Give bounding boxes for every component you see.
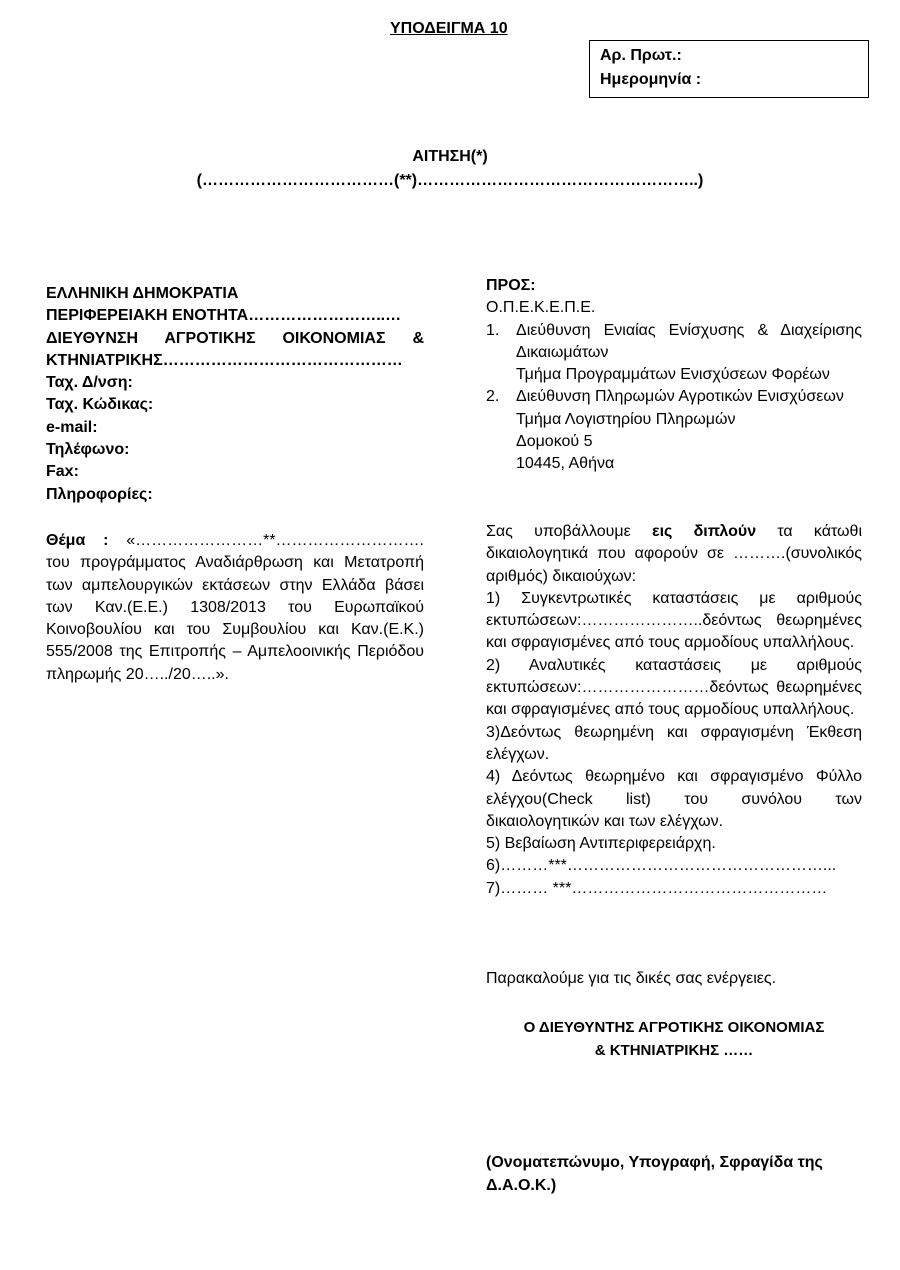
subject-label: Θέμα :: [46, 532, 109, 549]
body-intro-bold: εις διπλούν: [652, 523, 757, 540]
recipient-item-1: [486, 320, 862, 387]
sender-directorate-cont: ΚΤΗΝΙΑΤΡΙΚΗΣ………………………………………: [46, 351, 403, 369]
document-item-4: 4) Δεόντως θεωρημένο και σφραγισμένο Φύλλο ελέγχου(Check list) του συνόλου των δικαιολογητικών και των ελέγχων.: [486, 768, 862, 830]
fax-label: Fax:: [46, 463, 79, 481]
date-label: Ημερομηνία :: [600, 71, 702, 88]
document-item-3: 3)Δεόντως θεωρημένη και σφραγισμένη Έκθεση ελέγχων.: [486, 723, 862, 763]
sender-region: ΠΕΡΙΦΕΡΕΙΑΚΗ ΕΝΟΤΗΤΑ……………………..…: [46, 307, 402, 325]
protocol-number-label: Αρ. Πρωτ.:: [600, 47, 682, 64]
document-item-2: 2) Αναλυτικές καταστάσεις με αριθμούς εκτυπώσεων:……………………δεόντως θεωρημένες και σφραγισμένες από τους αρμοδίους υπαλλήλους.: [486, 656, 862, 719]
subject-block: [46, 530, 424, 686]
sender-block: [46, 283, 424, 506]
email-label: e-mail:: [46, 418, 98, 436]
application-title: ΑΙΤΗΣΗ(*): [412, 148, 488, 165]
info-label: Πληροφορίες:: [46, 485, 153, 503]
recipient-item-1-line1: Διεύθυνση Ενιαίας Ενίσχυσης & Διαχείρισης Δικαιωμάτων: [516, 321, 862, 361]
body-text: [486, 521, 862, 900]
recipient-item-1-line2: Τμήμα Προγραμμάτων Ενισχύσεων Φορέων: [516, 366, 830, 384]
director-title: [486, 1017, 862, 1062]
recipient-org: Ο.Π.Ε.Κ.Ε.Π.Ε.: [486, 299, 596, 317]
recipient-item-2: [486, 386, 862, 475]
director-title-line2: & ΚΤΗΝΙΑΤΡΙΚΗΣ ……: [594, 1041, 754, 1059]
subject-text: «……………………**………………………. του προγράμματος Αναδιάρθρωση και Μετατροπή των αμπελουργικών εκτάσεων στην Ελλάδα βάσει των Καν.(Ε.Ε.) 1308/2013 του Ευρωπαϊκού Κοινοβουλίου και του Συμβουλίου και Καν.(Ε.Κ.) 555/2008 της Επιτροπής – Αμπελοοινικής Περιόδου πληρωμής 20…../20…..».: [46, 532, 424, 683]
recipient-block: [486, 275, 862, 476]
closing-request: Παρακαλούμε για τις δικές σας ενέργειες.: [486, 970, 777, 987]
document-item-6: 6)………***…………………………………………...: [486, 857, 837, 875]
recipient-label: ΠΡΟΣ:: [486, 277, 536, 294]
body-intro-b: τα κάτωθι δικαιολογητικά που αφορούν σε ……….(συνολικός αριθμός) δικαιούχων:: [486, 523, 863, 585]
protocol-box: [589, 40, 869, 98]
phone-label: Τηλέφωνο:: [46, 441, 130, 459]
sender-directorate: ΔΙΕΥΘΥΝΣΗ ΑΓΡΟΤΙΚΗΣ ΟΙΚΟΝΟΜΙΑΣ &: [46, 329, 424, 347]
sender-country: ΕΛΛΗΝΙΚΗ ΔΗΜΟΚΡΑΤΙΑ: [46, 285, 239, 302]
director-title-line1: Ο ΔΙΕΥΘΥΝΤΗΣ ΑΓΡΟΤΙΚΗΣ ΟΙΚΟΝΟΜΙΑΣ: [523, 1019, 825, 1036]
document-item-1: 1) Συγκεντρωτικές καταστάσεις με αριθμούς εκτυπώσεων:…………………..δεόντως θεωρημένες και σφραγισμένες από τους αρμοδίους υπαλλήλους.: [486, 589, 862, 652]
recipient-item-2-line3: Δομοκού 5: [516, 433, 593, 451]
recipient-item-2-line2: Τμήμα Λογιστηρίου Πληρωμών: [516, 410, 736, 428]
signature-note: (Ονοματεπώνυμο, Υπογραφή, Σφραγίδα της Δ.Α.Ο.Κ.): [486, 1154, 823, 1194]
application-subtitle: (………………………………(**)……………………………………………..): [196, 172, 704, 189]
recipient-item-2-number: 2.: [486, 388, 500, 406]
postcode-label: Ταχ. Κώδικας:: [46, 396, 154, 414]
body-intro: [486, 521, 862, 588]
model-title: ΥΠΟΔΕΙΓΜΑ 10: [390, 20, 508, 37]
recipient-item-1-number: 1.: [486, 321, 500, 339]
document-item-7: 7)……… ***…………………………………………: [486, 879, 828, 897]
body-intro-a: Σας υποβάλλουμε: [486, 523, 652, 540]
address-label: Ταχ. Δ/νση:: [46, 374, 133, 392]
recipient-item-2-line4: 10445, Αθήνα: [516, 455, 615, 473]
document-item-5: 5) Βεβαίωση Αντιπεριφερειάρχη.: [486, 835, 716, 853]
recipient-item-2-line1: Διεύθυνση Πληρωμών Αγροτικών Ενισχύσεων: [516, 388, 844, 406]
